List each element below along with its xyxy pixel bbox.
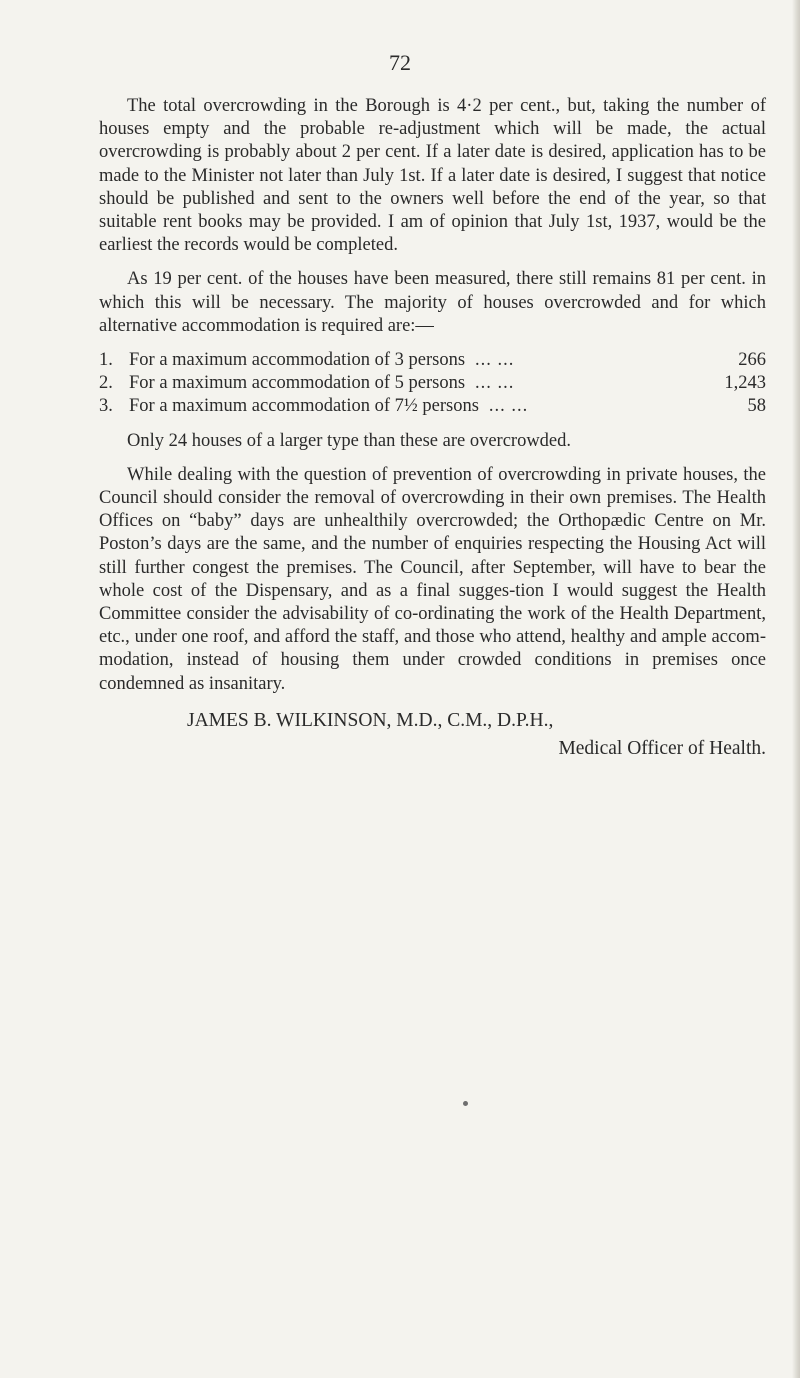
list-item-text: For a maximum accommodation of 3 persons: [129, 350, 466, 371]
list-item-number: 1.: [99, 350, 113, 371]
paragraph-houses-measured: As 19 per cent. of the houses have been measured, there still remains 81 per cent. in which this will be necessary. The majority of houses overcrowded and for which alternative accommodation is required are:—: [99, 269, 766, 336]
ink-spot: [463, 1101, 468, 1106]
signature-block: [99, 707, 766, 763]
page-number: 72: [389, 50, 411, 75]
list-item-leader: ... ...: [488, 396, 529, 417]
list-item-text: For a maximum accommodation of 7½ persons: [129, 396, 479, 417]
list-item-number: 3.: [99, 396, 113, 417]
list-item: [99, 349, 766, 372]
page-edge-shadow: [792, 0, 800, 1378]
list-item-text: For a maximum accommodation of 5 persons: [129, 373, 466, 394]
list-item-leader: ... ...: [475, 373, 515, 394]
paragraph-larger-houses: Only 24 houses of a larger type than these are overcrowded.: [127, 430, 572, 451]
signature-name: JAMES B. WILKINSON, M.D., C.M., D.P.H.,: [187, 709, 554, 731]
list-item: [99, 372, 766, 395]
list-item-number: 2.: [99, 373, 113, 394]
list-item-leader: ... ...: [475, 350, 515, 371]
document-body: [99, 95, 766, 763]
list-item-value: 1,243: [724, 373, 766, 394]
accommodation-list: [99, 349, 766, 419]
list-item-value: 266: [738, 350, 766, 371]
signature-title: Medical Officer of Health.: [558, 737, 766, 759]
list-item-value: 58: [747, 396, 766, 417]
paragraph-council-premises: While dealing with the question of prevention of overcrowding in private houses, the Council should consider the removal of overcrowding in their own premises. The Health Offices on “baby” days are unhealthily overcrowded; the Orthopædic Centre on Mr. Poston’s days are the same, and the number of enquiries respecting the Housing Act will still further congest the premises. The Council, after September, will have to bear the whole cost of the Dispensary, and as a final sugges-tion I would suggest the Health Committee consider the advisability of co-ordinating the work of the Health Department, etc., under one roof, and afford the staff, and those who attend, healthy and ample accom-modation, instead of housing them under crowded conditions in premises once condemned as insanitary.: [99, 464, 766, 694]
paragraph-overcrowding-total: The total overcrowding in the Borough is 4·2 per cent., but, taking the number of houses empty and the probable re-adjustment which will be made, the actual overcrowding is probably about 2 per cent. If a later date is desired, application has to be made to the Minister not later than July 1st. If a later date is desired, I suggest that notice should be published and sent to the owners well before the end of the year, so that suitable rent books may be provided. I am of opinion that July 1st, 1937, would be the earliest the records would be completed.: [99, 96, 766, 256]
list-item: [99, 395, 766, 418]
